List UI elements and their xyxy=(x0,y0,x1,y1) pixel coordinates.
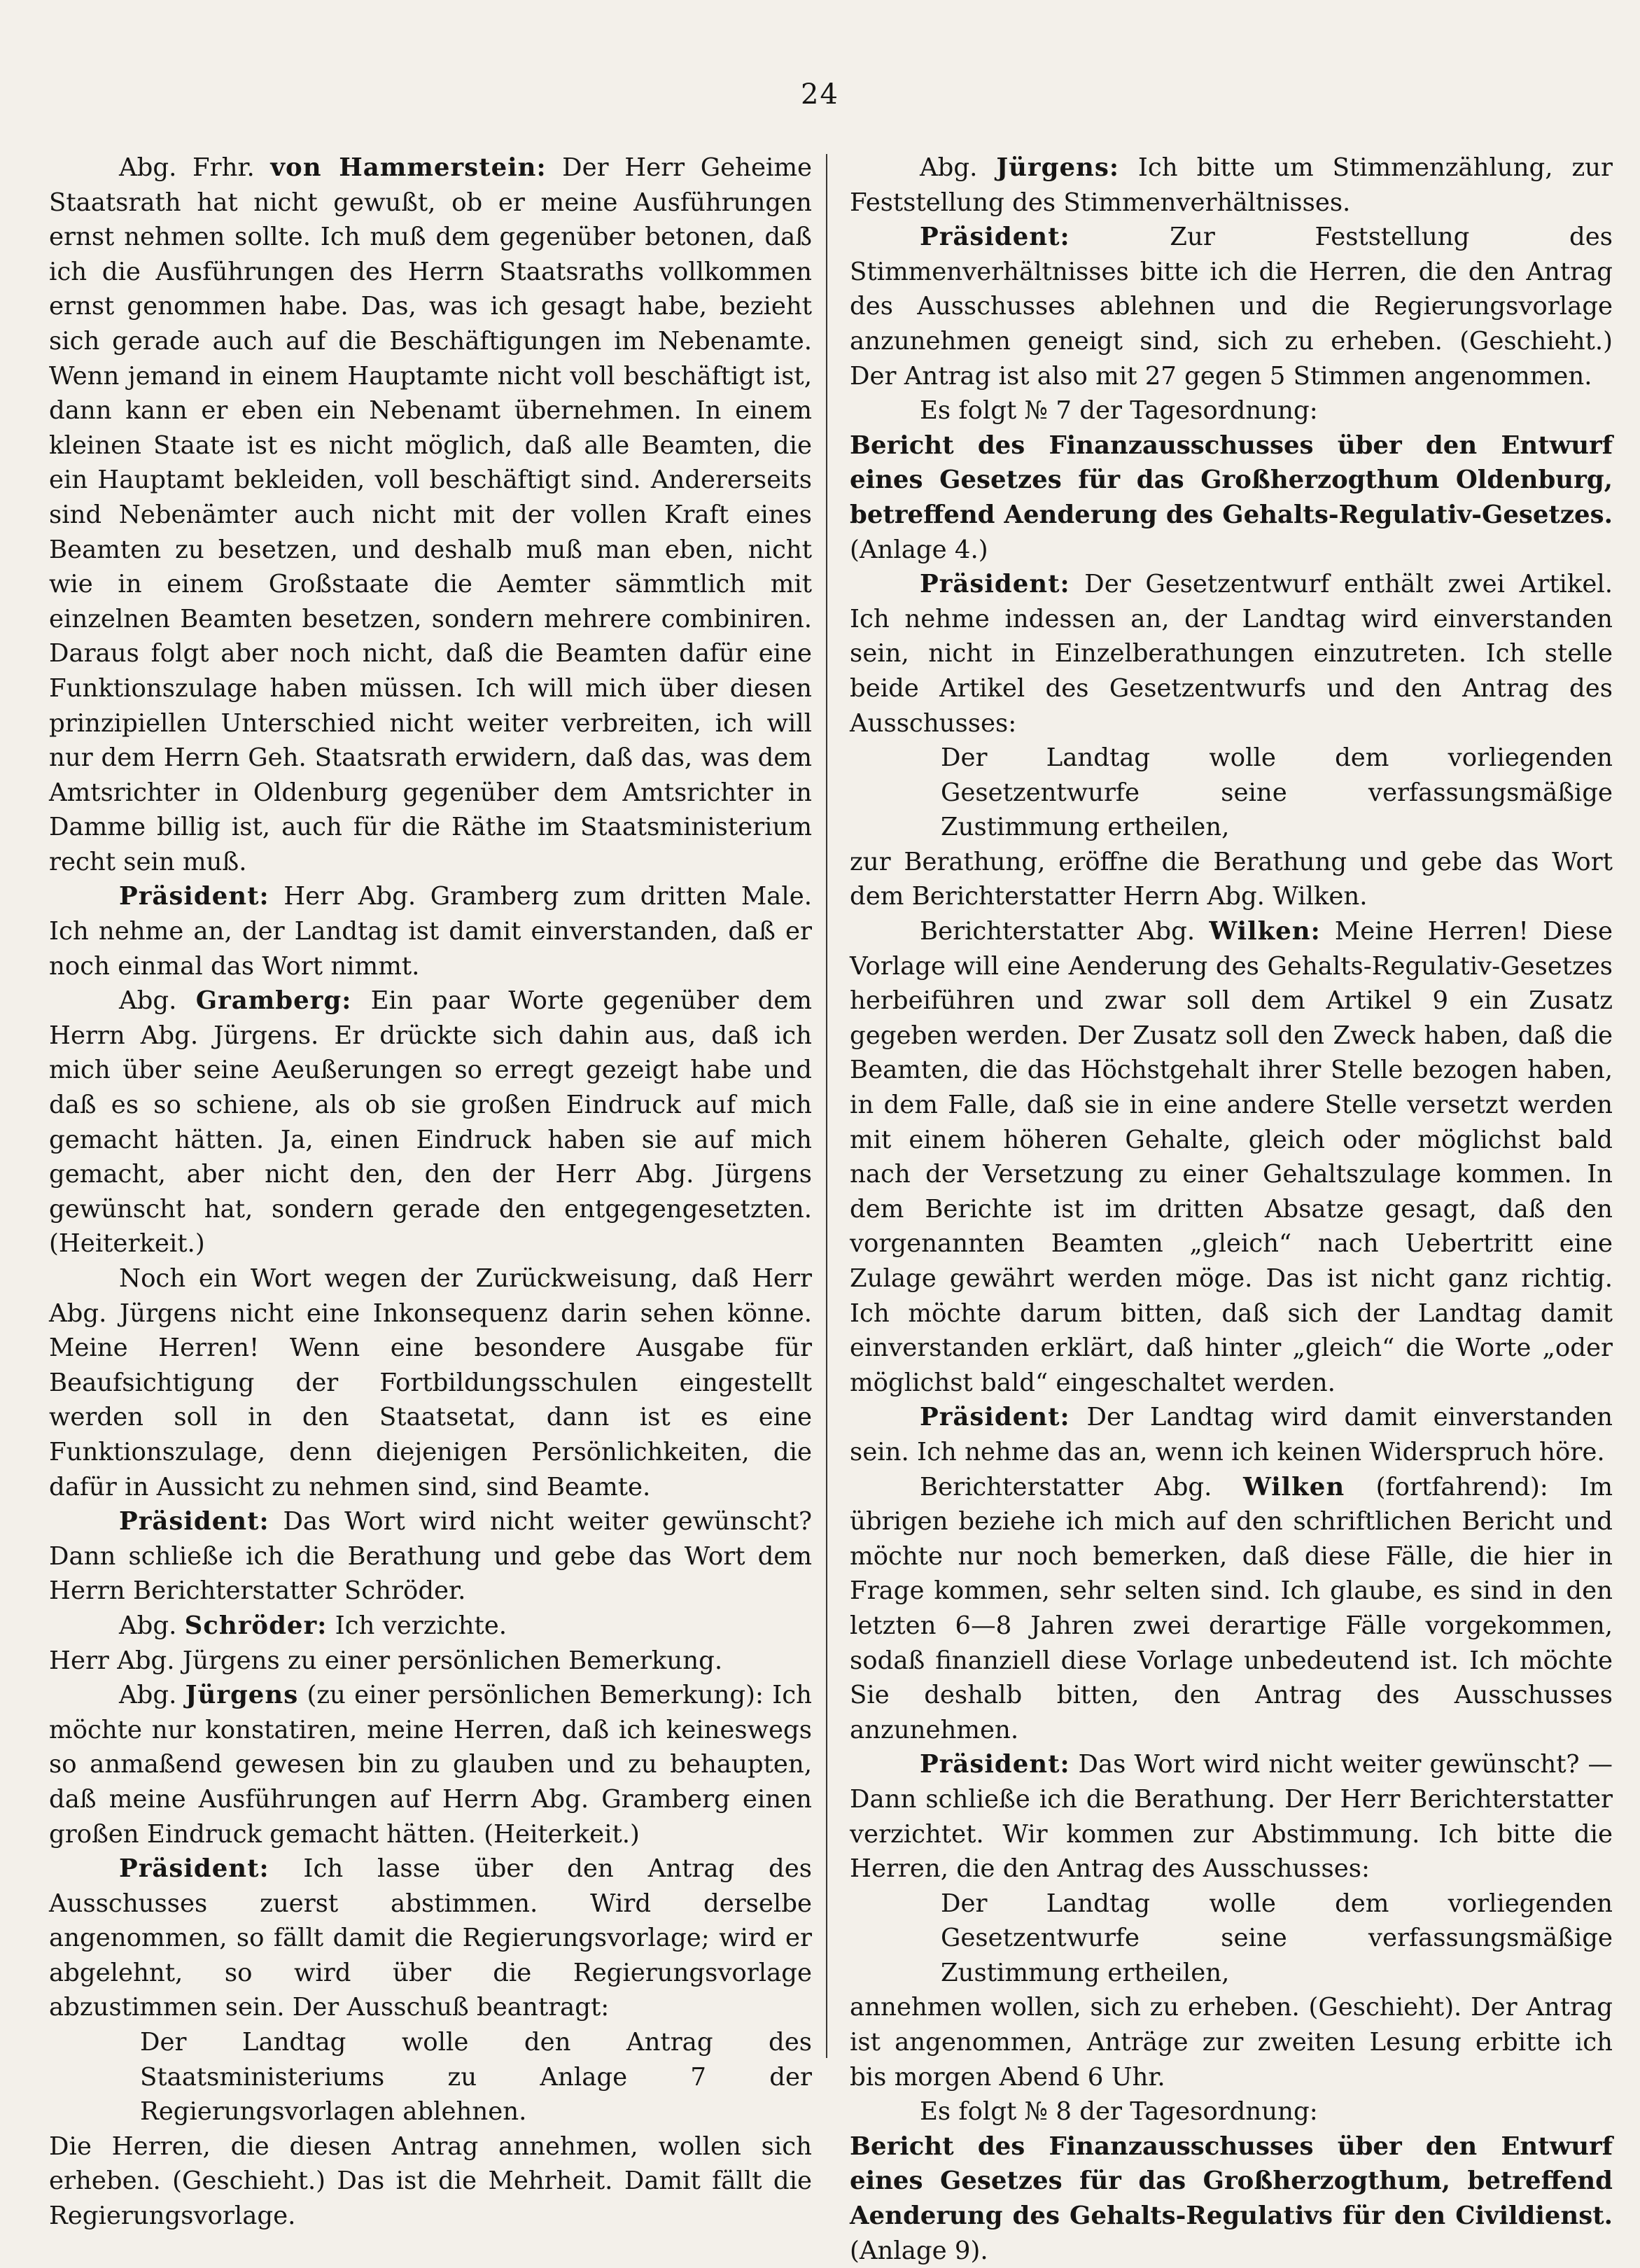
paragraph-text: (zu einer persönlichen Bemerkung): Ich möchte nur konstatiren, meine Herren, daß ich keineswegs so anmaßend gewesen bin zu glauben und zu behaupten, daß meine Ausführungen auf Herrn Abg. Gramberg einen großen Eindruck gemacht hätten. (Heiterkeit.) xyxy=(49,1681,813,1849)
speaker-prefix: Abg. xyxy=(119,1681,185,1710)
speaker-prefix: Berichterstatter Abg. xyxy=(920,917,1210,946)
paragraph-text: Es folgt № 7 der Tagesordnung: xyxy=(920,396,1318,426)
agenda-heading xyxy=(850,2129,1613,2268)
paragraph-text: Ich bitte um Stimmenzählung, zur Feststellung des Stimmenverhältnisses. xyxy=(850,153,1613,217)
speaker-name: Wilken xyxy=(1242,1472,1345,1502)
speaker-name: Präsident: xyxy=(119,1507,269,1536)
paragraph-text: Die Herren, die diesen Antrag annehmen, wollen sich erheben. (Geschieht.) Das ist die Mehrheit. Damit fällt die Regierungsvorlage. xyxy=(49,2132,812,2231)
speaker-name: Schröder: xyxy=(184,1611,328,1640)
paragraph-text: Es folgt № 8 der Tagesordnung: xyxy=(920,2097,1318,2127)
speaker-prefix: Abg. xyxy=(119,986,196,1016)
paragraph-text: annehmen wollen, sich zu erheben. (Geschieht). Der Antrag ist angenommen, Anträge zur zweiten Lesung erbitte ich bis morgen Abend 6 Uhr. xyxy=(850,1993,1613,2092)
paragraph-text: (fortfahrend): Im übrigen beziehe ich mich auf den schriftlichen Bericht und möchte nur noch bemerken, daß diese Fälle, die hier in Frage kommen, sehr selten sind. Ich glaube, es sind in den letzten 6—8 Jahren zwei derartige Fälle vorgekommen, sodaß finanziell diese Vorlage unbedeutend ist. Ich möchte Sie deshalb bitten, den Antrag des Ausschusses anzunehmen. xyxy=(850,1472,1613,1744)
paragraph xyxy=(49,1644,812,1679)
paragraph xyxy=(850,220,1613,393)
speaker-name: Präsident: xyxy=(920,1750,1070,1779)
paragraph xyxy=(850,1470,1613,1748)
paragraph xyxy=(850,393,1613,428)
paragraph xyxy=(850,914,1613,1400)
paragraph xyxy=(850,150,1613,220)
paragraph xyxy=(850,1400,1613,1469)
right-column xyxy=(850,150,1613,2268)
paragraph-text: Der Gesetzentwurf enthält zwei Artikel. Ich nehme indessen an, der Landtag wird einverstanden sein, nicht in Einzelberathungen einzutreten. Ich stelle beide Artikel des Gesetzentwurfs und den Antrag des Ausschusses: xyxy=(850,570,1613,738)
paragraph-text: Noch ein Wort wegen der Zurückweisung, daß Herr Abg. Jürgens nicht eine Inkonsequenz darin sehen könne. Meine Herren! Wenn eine besondere Ausgabe für Beaufsichtigung der Fortbildungsschulen eingestellt werden soll in den Staatsetat, dann ist es eine Funktionszulage, denn diejenigen Persönlichkeiten, die dafür in Aussicht zu nehmen sind, sind Beamte. xyxy=(49,1264,812,1502)
motion-quote xyxy=(49,2025,812,2129)
page-number: 24 xyxy=(801,78,839,111)
paragraph xyxy=(49,1678,812,1851)
paragraph-text: Ein paar Worte gegenüber dem Herrn Abg. Jürgens. Er drückte sich dahin aus, daß ich mich über seine Aeußerungen so erregt gezeigt habe und daß es so schiene, als ob sie großen Eindruck auf mich gemacht hätten. Ja, einen Eindruck haben sie auf mich gemacht, aber nicht den, den der Herr Abg. Jürgens gewünscht hat, sondern gerade den entgegengesetzten. (Heiterkeit.) xyxy=(49,986,812,1259)
speaker-name: Jürgens: xyxy=(996,153,1119,182)
paragraph xyxy=(850,1990,1613,2094)
paragraph xyxy=(49,1261,812,1504)
motion-quote xyxy=(850,1886,1613,1991)
speaker-prefix: Abg. xyxy=(119,1611,185,1640)
paragraph xyxy=(49,879,812,983)
speaker-prefix: Berichterstatter Abg. xyxy=(920,1472,1243,1502)
speaker-name: Präsident: xyxy=(119,1854,269,1884)
paragraph-text: (Anlage 4.) xyxy=(850,535,988,564)
speaker-name: Präsident: xyxy=(920,223,1070,252)
paragraph xyxy=(49,1609,812,1644)
paragraph-text: Der Landtag wolle den Antrag des Staatsministeriums zu Anlage 7 der Regierungsvorlagen ablehnen. xyxy=(140,2028,812,2127)
heading-title: Bericht des Finanzausschusses über den Entwurf eines Gesetzes für das Großherzogthum Oldenburg, betreffend Aenderung des Gehalts-Regulativ-Gesetzes. xyxy=(850,430,1613,529)
speaker-name: Präsident: xyxy=(920,570,1070,599)
paragraph-text: Der Herr Geheime Staatsrath hat nicht gewußt, ob er meine Ausführungen ernst nehmen sollte. Ich muß dem gegenüber betonen, daß ich die Ausführungen des Herrn Staatsraths vollkommen ernst genommen habe. Das, was ich gesagt habe, bezieht sich gerade auch auf die Beschäftigungen im Nebenamte. Wenn jemand in einem Hauptamte nicht voll beschäftigt ist, dann kann er eben ein Nebenamt übernehmen. In einem kleinen Staate ist es nicht möglich, daß alle Beamten, die ein Hauptamt bekleiden, voll beschäftigt sind. Andererseits sind Nebenämter auch nicht mit der vollen Kraft eines Beamten zu besetzen, und deshalb muß man eben, nicht wie in einem Großstaate die Aemter sämmtlich mit einzelnen Beamten besetzen, sondern mehrere combiniren. Daraus folgt aber noch nicht, daß die Beamten dafür eine Funktionszulage haben müssen. Ich will mich über diesen prinzipiellen Unterschied nicht weiter verbreiten, ich will nur dem Herrn Geh. Staatsrath erwidern, daß das, was dem Amtsrichter in Oldenburg gegenüber dem Amtsrichter in Damme billig ist, auch für die Räthe im Staatsministerium recht sein muß. xyxy=(49,153,813,876)
speaker-name: Präsident: xyxy=(119,882,269,911)
paragraph-text: Das Wort wird nicht weiter gewünscht? — Dann schließe ich die Berathung. Der Herr Berichterstatter verzichtet. Wir kommen zur Abstimmung. Ich bitte die Herren, die den Antrag des Ausschusses: xyxy=(850,1750,1613,1884)
agenda-heading xyxy=(850,428,1613,567)
speaker-name: Gramberg: xyxy=(195,986,352,1016)
speaker-name: Wilken: xyxy=(1209,917,1321,946)
paragraph xyxy=(49,1504,812,1609)
paragraph xyxy=(850,1747,1613,1886)
paragraph-text: Herr Abg. Jürgens zu einer persönlichen Bemerkung. xyxy=(49,1646,723,1675)
speaker-name: Jürgens xyxy=(185,1681,299,1710)
paragraph xyxy=(49,1851,812,2025)
heading-title: Bericht des Finanzausschusses über den Entwurf eines Gesetzes für das Großherzogthum, betreffend Aenderung des Gehalts-Regulativs für den Civildienst. xyxy=(850,2132,1613,2231)
paragraph-text: Das Wort wird nicht weiter gewünscht? Dann schließe ich die Berathung und gebe das Wort dem Herrn Berichterstatter Schröder. xyxy=(49,1507,812,1606)
left-column xyxy=(49,150,812,2234)
motion-quote xyxy=(850,741,1613,845)
paragraph xyxy=(49,150,812,879)
paragraph-text: (Anlage 9). xyxy=(850,2236,988,2265)
paragraph-text: Ich lasse über den Antrag des Ausschusses zuerst abstimmen. Wird derselbe angenommen, so fällt damit die Regierungsvorlage; wird er abgelehnt, so wird über die Regierungsvorlage abzustimmen sein. Der Ausschuß beantragt: xyxy=(49,1854,812,2022)
paragraph-text: Der Landtag wird damit einverstanden sein. Ich nehme das an, wenn ich keinen Widerspruch höre. xyxy=(850,1403,1613,1466)
paragraph-text: Zur Feststellung des Stimmenverhältnisses bitte ich die Herren, die den Antrag des Ausschusses ablehnen und die Regierungsvorlage anzunehmen geneigt sind, sich zu erheben. (Geschieht.) Der Antrag ist also mit 27 gegen 5 Stimmen angenommen. xyxy=(850,223,1613,391)
speaker-prefix: Abg. xyxy=(920,153,997,182)
paragraph xyxy=(850,845,1613,914)
paragraph-text: Ich verzichte. xyxy=(327,1611,507,1640)
speaker-name: Präsident: xyxy=(920,1403,1070,1432)
paragraph-text: zur Berathung, eröffne die Berathung und gebe das Wort dem Berichterstatter Herrn Abg. Wilken. xyxy=(850,847,1613,911)
paragraph xyxy=(850,567,1613,741)
paragraph-text: Herr Abg. Gramberg zum dritten Male. Ich nehme an, der Landtag ist damit einverstanden, daß er noch einmal das Wort nimmt. xyxy=(49,882,812,981)
paragraph xyxy=(49,2129,812,2234)
column-divider xyxy=(826,154,827,2058)
paragraph xyxy=(49,983,812,1261)
speaker-name: von Hammerstein: xyxy=(270,153,547,182)
paragraph-text: Meine Herren! Diese Vorlage will eine Aenderung des Gehalts-Regulativ-Gesetzes herbeiführen und zwar soll dem Artikel 9 ein Zusatz gegeben werden. Der Zusatz soll den Zweck haben, daß die Beamten, die das Höchstgehalt ihrer Stelle bezogen haben, in dem Falle, daß sie in eine andere Stelle versetzt werden mit einem höheren Gehalte, gleich oder möglichst bald nach der Versetzung zu einer Gehaltszulage kommen. In dem Berichte ist im dritten Absatze gesagt, daß den vorgenannten Beamten „gleich“ nach Uebertritt eine Zulage gewährt werden möge. Das ist nicht ganz richtig. Ich möchte darum bitten, daß sich der Landtag damit einverstanden erklärt, daß hinter „gleich“ die Worte „oder möglichst bald“ eingeschaltet werden. xyxy=(850,917,1613,1397)
paragraph-text: Der Landtag wolle dem vorliegenden Gesetzentwurfe seine verfassungsmäßige Zustimmung ertheilen, xyxy=(941,743,1613,842)
paragraph xyxy=(850,2094,1613,2129)
paragraph-text: Der Landtag wolle dem vorliegenden Gesetzentwurfe seine verfassungsmäßige Zustimmung ertheilen, xyxy=(941,1889,1613,1987)
speaker-prefix: Abg. Frhr. xyxy=(119,153,271,182)
